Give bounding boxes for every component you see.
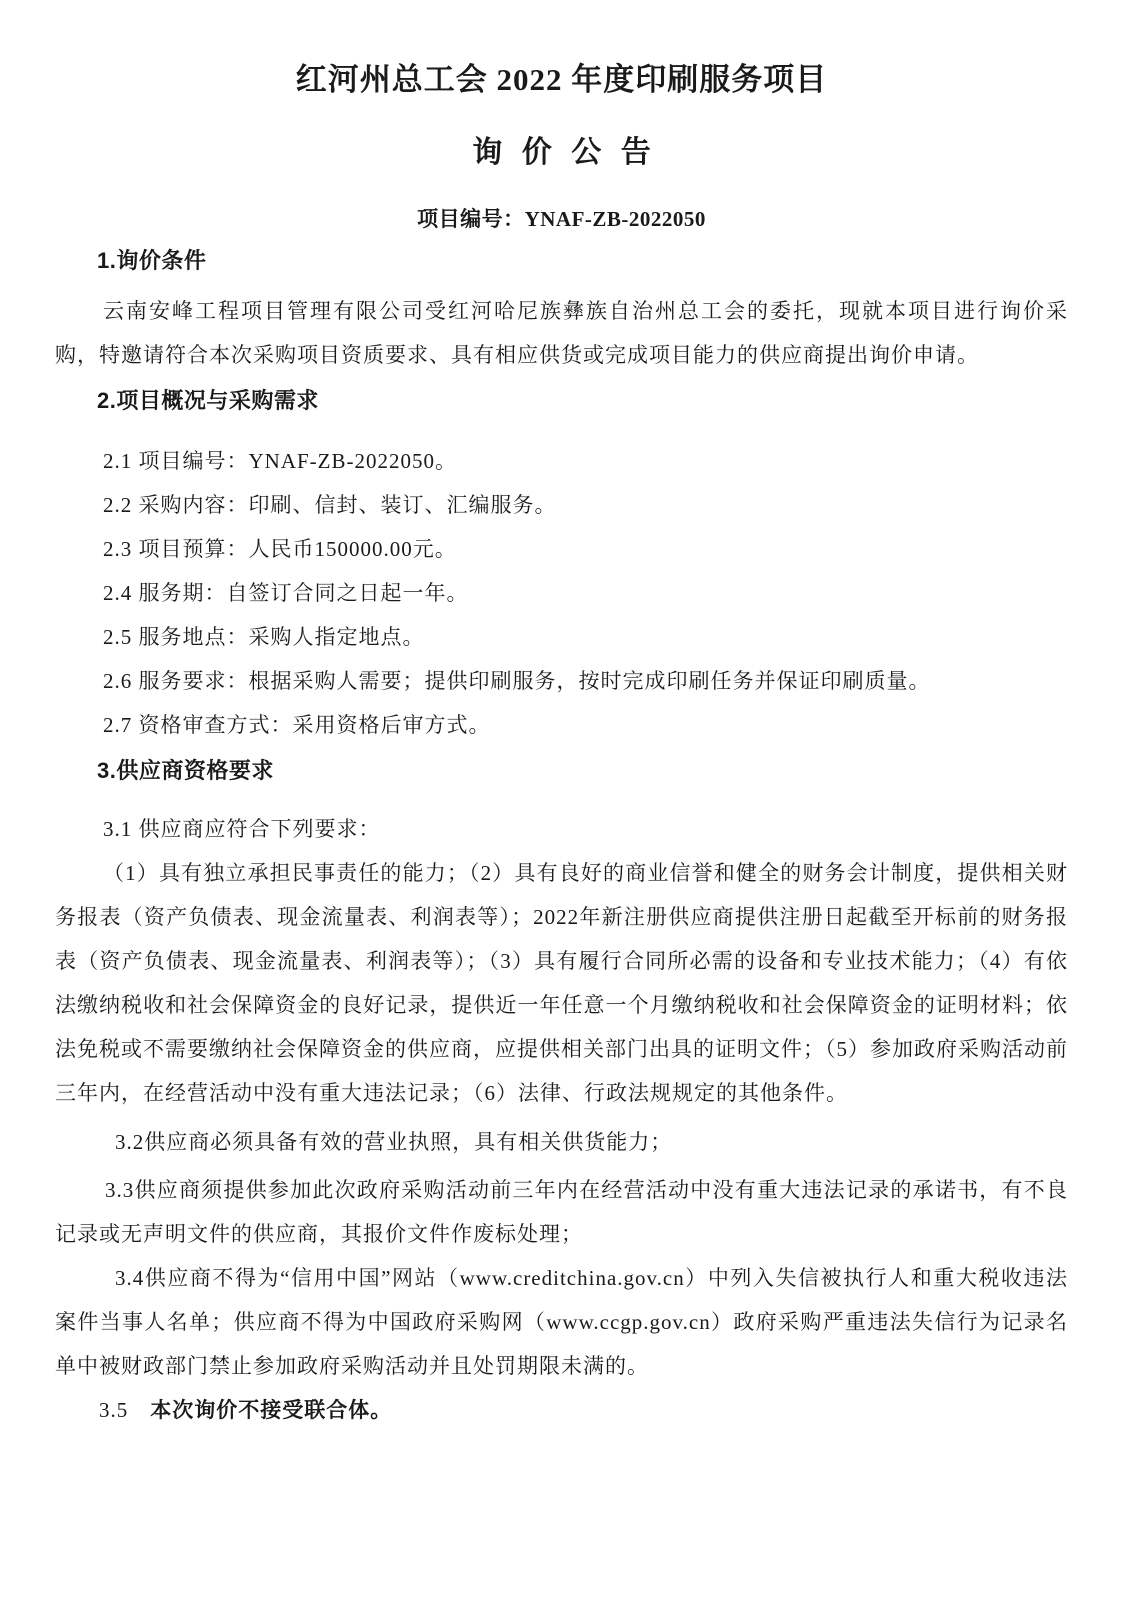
- section-3-item-3-2: 3.2供应商必须具备有效的营业执照，具有相关供货能力；: [115, 1130, 673, 1154]
- document-title: 红河州总工会 2022 年度印刷服务项目: [295, 62, 828, 97]
- section-2-item-2-3: 2.3 项目预算：人民币150000.00元。: [103, 537, 457, 561]
- section-3-item-3-1: 3.1 供应商应符合下列要求：: [103, 817, 381, 841]
- section-3-requirements-paragraph: （1）具有独立承担民事责任的能力；（2）具有良好的商业信誉和健全的财务会计制度，提供相关财务报表（资产负债表、现金流量表、利润表等）；2022年新注册供应商提供注册日起截至开标前的财务报表（资产负债表、现金流量表、利润表等）；（3）具有履行合同所必需的设备和专业技术能力；（4）有依法缴纳税收和社会保障资金的良好记录，提供近一年任意一个月缴纳税收和社会保障资金的证明材料；依法免税或不需要缴纳社会保障资金的供应商，应提供相关部门出具的证明文件；（5）参加政府采购活动前三年内，在经营活动中没有重大违法记录；（6）法律、行政法规规定的其他条件。: [55, 861, 1068, 1105]
- item-3-5-bold-text: 本次询价不接受联合体。: [150, 1399, 393, 1422]
- section-2-item-2-4: 2.4 服务期：自签订合同之日起一年。: [103, 581, 469, 605]
- section-1-paragraph: 云南安峰工程项目管理有限公司受红河哈尼族彝族自治州总工会的委托，现就本项目进行询价采购，特邀请符合本次采购项目资质要求、具有相应供货或完成项目能力的供应商提出询价申请。: [55, 299, 1068, 367]
- section-3-heading: 3.供应商资格要求: [97, 758, 274, 783]
- section-3-item-3-3: 3.3供应商须提供参加此次政府采购活动前三年内在经营活动中没有重大违法记录的承诺书，有不良记录或无声明文件的供应商，其报价文件作废标处理；: [55, 1178, 1068, 1246]
- section-2-item-2-5: 2.5 服务地点：采购人指定地点。: [103, 625, 425, 649]
- section-2-item-2-6: 2.6 服务要求：根据采购人需要；提供印刷服务，按时完成印刷任务并保证印刷质量。: [103, 669, 931, 693]
- section-3-item-3-5: [55, 1388, 1068, 1433]
- section-3-item-3-4: 3.4供应商不得为“信用中国”网站（www.creditchina.gov.cn）中列入失信被执行人和重大税收违法案件当事人名单；供应商不得为中国政府采购网（www.ccgp.gov.cn）政府采购严重违法失信行为记录名单中被财政部门禁止参加政府采购活动并且处罚期限未满的。: [55, 1266, 1068, 1378]
- document-subtitle: 询 价 公 告: [472, 136, 657, 169]
- item-3-5-number: 3.5: [99, 1398, 129, 1422]
- section-2-item-2-2: 2.2 采购内容：印刷、信封、装订、汇编服务。: [103, 493, 557, 517]
- project-number-line: 项目编号：YNAF-ZB-2022050: [417, 207, 706, 231]
- section-1-heading: 1.询价条件: [97, 248, 207, 273]
- section-2-item-2-7: 2.7 资格审查方式：采用资格后审方式。: [103, 713, 491, 737]
- section-2-item-2-1: 2.1 项目编号：YNAF-ZB-2022050。: [103, 449, 457, 473]
- section-2-heading: 2.项目概况与采购需求: [97, 388, 319, 413]
